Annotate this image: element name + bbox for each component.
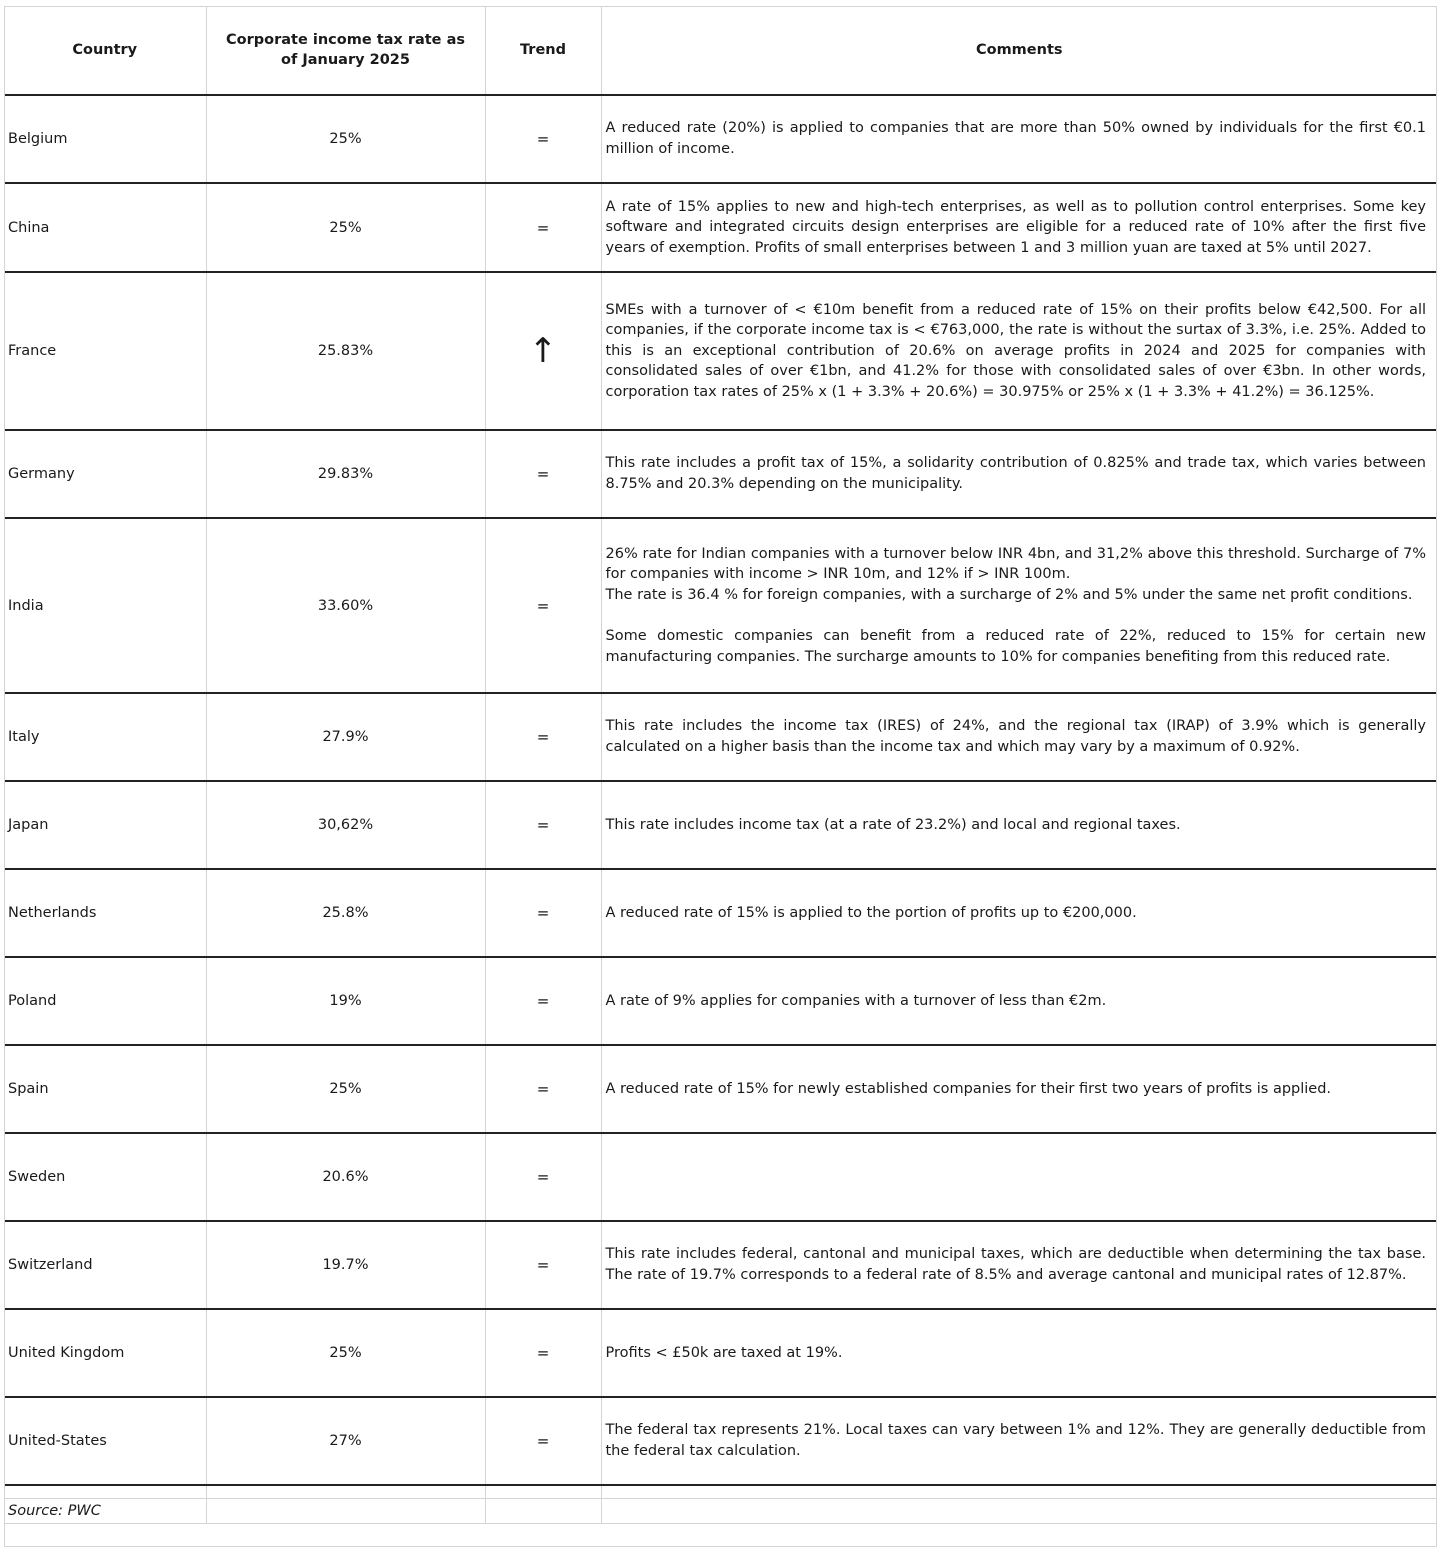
country-cell: Japan: [4, 781, 206, 869]
spacer-cell: [485, 1485, 601, 1499]
comment-paragraph: This rate includes federal, cantonal and municipal taxes, which are deductible when determining the tax base. The rate of 19.7% corresponds to a federal rate of 8.5% and average cantonal and municipal rates of 12.87%.: [605, 1246, 1426, 1283]
trend-equal-icon: =: [536, 465, 550, 483]
table-row: [4, 1045, 1437, 1133]
rate-cell: 27.9%: [206, 693, 485, 781]
table-row: [4, 183, 1437, 272]
comment-paragraph: Some domestic companies can benefit from a reduced rate of 22%, reduced to 15% for certain new manufacturing companies. The surcharge amounts to 10% for companies benefiting from this reduced rate.: [605, 628, 1426, 665]
comment-cell: [601, 869, 1437, 957]
rate-cell: 19%: [206, 957, 485, 1045]
spacer-cell: [206, 1485, 485, 1499]
trend-equal-icon: =: [536, 1080, 550, 1098]
table-row: [4, 1221, 1437, 1309]
comment-paragraph: The rate is 36.4 % for foreign companies, with a surcharge of 2% and 5% under the same net profit conditions.: [605, 586, 1413, 603]
trend-cell: [485, 95, 601, 183]
country-cell: China: [4, 183, 206, 272]
comment-cell: [601, 781, 1437, 869]
country-cell: Germany: [4, 430, 206, 518]
country-cell: France: [4, 272, 206, 430]
comment-paragraph: This rate includes the income tax (IRES) of 24%, and the regional tax (IRAP) of 3.9% which is generally calculated on a higher basis than the income tax and which may vary by a maximum of 0.92%.: [605, 718, 1426, 755]
country-cell: United Kingdom: [4, 1309, 206, 1397]
country-cell: United-States: [4, 1397, 206, 1485]
comment-cell: [601, 693, 1437, 781]
rate-cell: 25%: [206, 1309, 485, 1397]
spacer-cell: [4, 1485, 206, 1499]
trend-cell: [485, 781, 601, 869]
trend-equal-icon: =: [536, 218, 550, 237]
rate-cell: 33.60%: [206, 518, 485, 693]
trend-cell: [485, 693, 601, 781]
country-cell: Belgium: [4, 95, 206, 183]
trend-equal-icon: =: [536, 130, 550, 148]
country-cell: Poland: [4, 957, 206, 1045]
country-cell: Sweden: [4, 1133, 206, 1221]
trend-cell: [485, 957, 601, 1045]
table-row: [4, 693, 1437, 781]
trend-equal-icon: =: [536, 1432, 550, 1450]
comment-paragraph: A reduced rate of 15% is applied to the portion of profits up to €200,000.: [605, 904, 1137, 921]
comment-paragraph: [606, 606, 1427, 627]
comment-paragraph: 26% rate for Indian companies with a turnover below INR 4bn, and 31,2% above this threshold. Surcharge of 7% for companies with income > INR 10m, and 12% if > INR 100m.: [605, 545, 1426, 583]
comment-cell: [601, 272, 1437, 430]
country-cell: Switzerland: [4, 1221, 206, 1309]
table-row: [4, 1133, 1437, 1221]
comment-cell: [601, 183, 1437, 272]
corporate-tax-table: [4, 6, 1437, 1524]
trend-cell: [485, 430, 601, 518]
table-row: [4, 1309, 1437, 1397]
table-row: [4, 869, 1437, 957]
source-empty-cell: [206, 1499, 485, 1524]
trend-equal-icon: =: [536, 904, 550, 922]
comment-paragraph: A reduced rate of 15% for newly established companies for their first two years of profits is applied.: [605, 1080, 1332, 1097]
rate-cell: 25%: [206, 1045, 485, 1133]
comment-cell: [601, 95, 1437, 183]
trend-cell: [485, 1397, 601, 1485]
trend-equal-icon: =: [536, 596, 550, 615]
table-row: [4, 95, 1437, 183]
trend-cell: [485, 1133, 601, 1221]
table-row: [4, 272, 1437, 430]
comment-paragraph: A rate of 9% applies for companies with a turnover of less than €2m.: [605, 992, 1107, 1009]
tax-rate-table-container: [4, 6, 1437, 1524]
source-row: [4, 1499, 1437, 1524]
trend-cell: [485, 1309, 601, 1397]
source-empty-cell: [601, 1499, 1437, 1524]
rate-cell: 19.7%: [206, 1221, 485, 1309]
table-body: [4, 95, 1437, 1524]
header-rate-line1: Corporate income tax rate as: [226, 32, 465, 48]
trend-equal-icon: =: [536, 816, 550, 834]
source-note: Source: PWC: [4, 1499, 206, 1524]
comment-paragraph: The federal tax represents 21%. Local taxes can vary between 1% and 12%. They are generally deductible from the federal tax calculation.: [605, 1422, 1426, 1459]
rate-cell: 25%: [206, 183, 485, 272]
comment-cell: [601, 1221, 1437, 1309]
comment-paragraph: This rate includes income tax (at a rate of 23.2%) and local and regional taxes.: [605, 816, 1181, 833]
header-rate-line2: of January 2025: [281, 52, 410, 68]
comment-paragraph: A rate of 15% applies to new and high-tech enterprises, as well as to pollution control enterprises. Some key software and integrated circuits design enterprises are eligible for a reduced rate of 10% after the first five years of exemption. Profits of small enterprises between 1 and 3 million yuan are taxed at 5% until 2027.: [605, 198, 1426, 256]
header-trend: Trend: [485, 6, 601, 95]
table-row: [4, 781, 1437, 869]
comment-cell: [601, 518, 1437, 693]
trend-cell: [485, 1045, 601, 1133]
comment-paragraph: SMEs with a turnover of < €10m benefit from a reduced rate of 15% on their profits below €42,500. For all companies, if the corporate income tax is < €763,000, the rate is without the surtax of 3.3%, i.e. 25%. Added to this is an exceptional contribution of 20.6% on average profits in 2024 and 2025 for companies with consolidated sales of over €1bn, and 41.2% for those with consolidated sales of over €3bn. In other words, corporation tax rates of 25% x (1 + 3.3% + 20.6%) = 30.975% or 25% x (1 + 3.3% + 41.2%) = 36.125%.: [605, 301, 1426, 400]
trend-up-icon: ↑: [528, 331, 558, 371]
rate-cell: 25%: [206, 95, 485, 183]
comment-cell: [601, 1133, 1437, 1221]
header-rate: [206, 6, 485, 95]
trend-cell: [485, 1221, 601, 1309]
comment-cell: [601, 1045, 1437, 1133]
table-row: [4, 1397, 1437, 1485]
country-cell: Spain: [4, 1045, 206, 1133]
table-row: [4, 430, 1437, 518]
rate-cell: 20.6%: [206, 1133, 485, 1221]
comment-paragraph: Profits < £50k are taxed at 19%.: [605, 1344, 843, 1361]
spacer-cell: [601, 1485, 1437, 1499]
country-cell: Italy: [4, 693, 206, 781]
country-cell: Netherlands: [4, 869, 206, 957]
country-cell: India: [4, 518, 206, 693]
comment-paragraph: A reduced rate (20%) is applied to companies that are more than 50% owned by individuals for the first €0.1 million of income.: [605, 120, 1426, 157]
comment-cell: [601, 1309, 1437, 1397]
header-row: [4, 6, 1437, 95]
trend-equal-icon: =: [536, 1344, 550, 1362]
source-empty-cell: [485, 1499, 601, 1524]
rate-cell: 25.83%: [206, 272, 485, 430]
trend-cell: [485, 518, 601, 693]
table-row: [4, 957, 1437, 1045]
header-comments: Comments: [601, 6, 1437, 95]
trend-equal-icon: =: [536, 1168, 550, 1186]
spacer-row: [4, 1485, 1437, 1499]
trend-equal-icon: =: [536, 992, 550, 1010]
trend-cell: [485, 869, 601, 957]
table-row: [4, 518, 1437, 693]
header-country: Country: [4, 6, 206, 95]
trend-cell: [485, 272, 601, 430]
comment-cell: [601, 1397, 1437, 1485]
rate-cell: 30,62%: [206, 781, 485, 869]
comment-cell: [601, 430, 1437, 518]
trend-equal-icon: =: [536, 1256, 550, 1274]
comment-paragraph: This rate includes a profit tax of 15%, a solidarity contribution of 0.825% and trade tax, which varies between 8.75% and 20.3% depending on the municipality.: [605, 455, 1426, 492]
comment-cell: [601, 957, 1437, 1045]
rate-cell: 29.83%: [206, 430, 485, 518]
trend-cell: [485, 183, 601, 272]
rate-cell: 25.8%: [206, 869, 485, 957]
rate-cell: 27%: [206, 1397, 485, 1485]
trend-equal-icon: =: [536, 728, 550, 746]
